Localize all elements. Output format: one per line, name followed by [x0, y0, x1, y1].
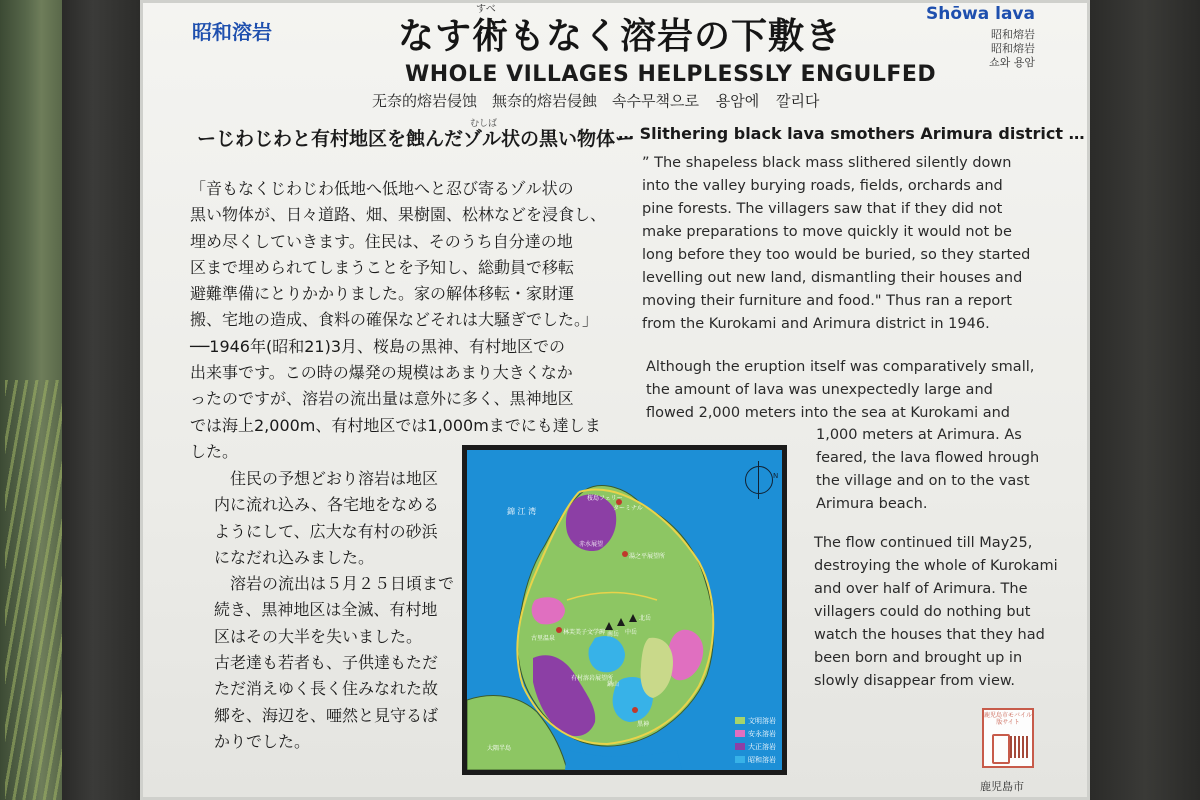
- map-label: 鍋山: [607, 681, 620, 688]
- jp-line: 出来事です。この時の爆発の規模はあまり大きくなか: [190, 363, 573, 383]
- jp-paragraph-2: [214, 466, 454, 755]
- map-label: ターミナル: [613, 505, 643, 512]
- jp-line: 溶岩の流出は５月２５日頃まで: [214, 574, 455, 594]
- jp-line: 埋め尽くしていきます。住民は、そのうち自分達の地: [190, 231, 573, 251]
- jp-line: ようにして、広大な有村の砂浜: [214, 521, 438, 541]
- en-paragraph-4: [814, 532, 1058, 693]
- left-heading-ruby: むしば: [470, 119, 498, 129]
- en-line: and over half of Arimura. The: [814, 581, 1028, 597]
- jp-line: 黒い物体が、日々道路、畑、果樹園、松林などを浸食し、: [190, 205, 607, 225]
- legend-item: 安永溶岩: [735, 727, 781, 740]
- map-label: 黒神: [637, 721, 650, 728]
- compass-icon: [745, 466, 773, 494]
- map-label: 北岳: [639, 615, 652, 622]
- map-legend: [735, 714, 781, 770]
- city-name: 鹿児島市: [980, 780, 1024, 793]
- legend-item: 昭和溶岩: [735, 753, 781, 766]
- info-sign-board: [140, 0, 1090, 800]
- en-line: 1,000 meters at Arimura. As: [816, 427, 1022, 443]
- location-dot: [556, 627, 562, 633]
- jp-line: 続き、黒神地区は全滅、有村地: [214, 600, 438, 620]
- en-line: feared, the lava flowed hrough: [816, 450, 1040, 466]
- jp-line: 住民の予想どおり溶岩は地区: [214, 469, 439, 488]
- left-heading: ーじわじわと有村地区を蝕んだゾル状の黒い物体ー: [197, 128, 635, 150]
- en-paragraph-1: [642, 152, 1030, 336]
- map-label: 南岳: [607, 631, 620, 638]
- english-title: WHOLE VILLAGES HELPLESSLY ENGULFED: [405, 62, 937, 87]
- showa-ko: 쇼와 용암: [988, 56, 1035, 69]
- en-paragraph-3: [816, 424, 1039, 516]
- en-line: the village and on to the vast: [816, 473, 1030, 489]
- jp-line: かりでした。: [214, 731, 311, 751]
- en-line: villagers could do nothing but: [814, 604, 1031, 620]
- multilingual-subtitle: 无奈的熔岩侵蚀 無奈的熔岩侵蝕 속수무책으로 용암에 깔리다: [372, 92, 820, 110]
- jp-line: 「音もなくじわじわ低地へ低地へと忍び寄るゾル状の: [190, 179, 574, 198]
- en-line: The flow continued till May25,: [814, 535, 1033, 551]
- legend-item: 文明溶岩: [735, 714, 781, 727]
- phone-icon: [992, 734, 1010, 764]
- map-label: 中岳: [625, 629, 638, 636]
- map-label: 湯之平展望所: [629, 553, 666, 560]
- en-line: levelling out new land, dismantling their houses and: [642, 270, 1023, 286]
- en-line: Arimura beach.: [816, 496, 928, 512]
- en-line: moving their furniture and food." Thus ran a report: [642, 293, 1012, 309]
- sign-title: なす術もなく溶岩の下敷き: [398, 16, 843, 57]
- jp-line: 区まで埋められてしまうことを予知し、総動員で移転: [190, 257, 575, 277]
- jp-line: 郷を、海辺を、唖然と見守るば: [214, 705, 439, 725]
- wooden-post-left: [62, 0, 140, 800]
- map-label: 桜島フェリー: [587, 495, 623, 502]
- jp-line: 内に流れ込み、各宅地をなめる: [214, 495, 439, 515]
- en-line: slowly disappear from view.: [814, 673, 1016, 689]
- en-line: pine forests. The villagers saw that if they did not: [642, 201, 1003, 217]
- en-line: from the Kurokami and Arimura district in 1946.: [642, 316, 990, 332]
- en-line: long before they too would be buried, so they started: [642, 247, 1031, 263]
- en-paragraph-2: [646, 356, 1034, 425]
- en-line: make preparations to move quickly it would not be: [642, 224, 1012, 240]
- en-line: destroying the whole of Kurokami: [814, 558, 1058, 574]
- location-dot: [632, 707, 638, 713]
- mobile-site-qr: [982, 708, 1034, 768]
- showa-zh-1: 昭和熔岩: [991, 28, 1035, 41]
- map-label: 有村溶岩展望所: [571, 675, 614, 682]
- map-label: 大隅半島: [487, 745, 512, 752]
- jp-line: 搬、宅地の造成、食料の確保などそれは大騒ぎでした。」: [190, 310, 599, 330]
- compass-north-label: N: [773, 472, 779, 480]
- map-sea: [467, 450, 782, 770]
- en-line: Although the eruption itself was comparatively small,: [646, 359, 1035, 375]
- legend-item: 大正溶岩: [735, 740, 781, 753]
- wooden-post-right: [1090, 0, 1200, 800]
- south-coast: [565, 750, 682, 770]
- jp-line: 区はその大半を失いました。: [214, 626, 423, 646]
- jp-line: 古老達も若者も、子供達もただ: [214, 653, 439, 673]
- en-line: into the valley burying roads, fields, orchards and: [642, 178, 1003, 194]
- sakurajima-map: [462, 445, 787, 775]
- map-label: 赤水展望: [579, 541, 604, 548]
- jp-line: ──1946年(昭和21)3月、桜島の黒神、有村地区での: [190, 336, 566, 356]
- en-line: the amount of lava was unexpectedly large and: [646, 382, 993, 398]
- jp-line: ったのですが、溶岩の流出量は意外に多く、黒神地区: [190, 389, 574, 409]
- map-label-bay: 錦 江 湾: [507, 507, 537, 516]
- showa-zh-2: 昭和熔岩: [991, 42, 1035, 55]
- qr-code-icon: [1010, 736, 1028, 758]
- showa-lava-label: Shōwa lava: [926, 4, 1035, 24]
- jp-line: ただ消えゆく長く住みなれた故: [214, 679, 439, 699]
- location-dot: [622, 551, 628, 557]
- jp-line: になだれ込みました。: [214, 547, 375, 567]
- title-ruby: すべ: [476, 4, 496, 15]
- en-line: watch the houses that they had: [814, 627, 1045, 643]
- jp-paragraph-1: [190, 176, 606, 465]
- right-heading: … Slithering black lava smothers Arimura district …: [618, 124, 1085, 143]
- jp-tag: 昭和溶岩: [192, 20, 272, 44]
- qr-text: 鹿児島市モバイル版サイト: [984, 712, 1033, 726]
- map-label: 林芙美子文学碑: [563, 629, 606, 636]
- en-line: flowed 2,000 meters into the sea at Kurokami and: [646, 405, 1010, 421]
- en-line: ” The shapeless black mass slithered silently down: [642, 155, 1012, 171]
- en-line: been born and brought up in: [814, 650, 1023, 666]
- map-label: 古里温泉: [531, 635, 556, 642]
- jp-line: した。: [190, 441, 239, 461]
- jp-line: 避難準備にとりかかりました。家の解体移転・家財運: [190, 284, 575, 304]
- jp-line: では海上2,000m、有村地区では1,000mまでにも達しま: [190, 415, 601, 435]
